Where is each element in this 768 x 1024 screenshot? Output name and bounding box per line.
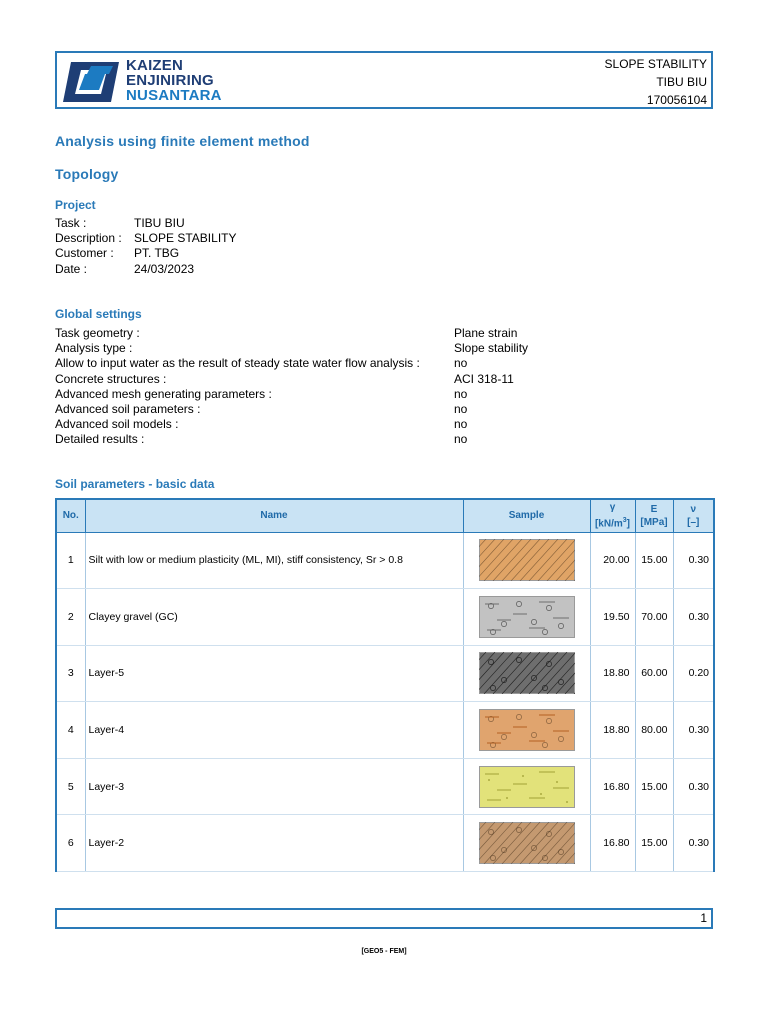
nu-symbol: ν <box>690 503 697 515</box>
program-label: [GEO5 - FEM] <box>361 948 407 955</box>
cell-e: 70.00 <box>635 589 673 646</box>
table-row <box>56 645 714 702</box>
logo-line-2: ENJINIRING <box>126 72 214 89</box>
page-number: 1 <box>700 911 707 925</box>
topology-heading: Topology <box>55 166 119 182</box>
gamma-unit <box>591 514 635 530</box>
cell-nu: 0.30 <box>673 532 714 589</box>
setting-value: no <box>454 401 468 416</box>
setting-key: Detailed results : <box>55 432 145 447</box>
company-logo <box>61 56 261 108</box>
cell-no: 1 <box>56 532 85 589</box>
project-info <box>55 216 236 277</box>
soil-sample-swatch <box>479 709 575 751</box>
project-value: SLOPE STABILITY <box>134 231 237 246</box>
col-header-gamma <box>590 499 635 532</box>
project-key: Description : <box>55 231 122 246</box>
col-header-e <box>635 499 673 532</box>
cell-gamma: 18.80 <box>590 645 635 702</box>
cell-nu: 0.30 <box>673 702 714 759</box>
col-header-no: No. <box>56 499 85 532</box>
soil-sample-swatch <box>479 766 575 808</box>
cell-nu: 0.30 <box>673 815 714 872</box>
cell-gamma: 19.50 <box>590 589 635 646</box>
cell-e: 15.00 <box>635 532 673 589</box>
project-heading: Project <box>55 198 96 212</box>
gamma-symbol: γ <box>609 502 616 514</box>
report-header <box>55 51 713 109</box>
soil-parameters-heading: Soil parameters - basic data <box>55 477 215 491</box>
cell-e: 15.00 <box>635 815 673 872</box>
soil-sample-swatch <box>479 652 575 694</box>
cell-name: Layer-4 <box>85 702 463 759</box>
setting-row <box>55 387 528 402</box>
cell-gamma: 20.00 <box>590 532 635 589</box>
cell-no: 5 <box>56 758 85 815</box>
setting-key: Advanced soil parameters : <box>55 401 201 416</box>
col-header-sample: Sample <box>463 499 590 532</box>
cell-e: 80.00 <box>635 702 673 759</box>
setting-key: Concrete structures : <box>55 371 167 386</box>
soil-parameters-table <box>55 498 715 872</box>
table-row <box>56 702 714 759</box>
setting-key: Analysis type : <box>55 341 133 356</box>
project-row <box>55 216 236 231</box>
e-symbol: E <box>650 503 658 515</box>
project-value: PT. TBG <box>134 246 180 261</box>
setting-value: no <box>454 386 468 401</box>
header-report-name: SLOPE STABILITY <box>604 57 707 71</box>
cell-nu: 0.20 <box>673 645 714 702</box>
cell-no: 2 <box>56 589 85 646</box>
soil-sample-swatch <box>479 596 575 638</box>
project-key: Date : <box>55 261 88 276</box>
setting-key: Advanced soil models : <box>55 417 179 432</box>
header-info <box>605 55 707 109</box>
cell-gamma: 18.80 <box>590 702 635 759</box>
setting-value: ACI 318-11 <box>454 371 514 386</box>
setting-value: Slope stability <box>454 341 529 356</box>
cell-nu: 0.30 <box>673 758 714 815</box>
project-value: TIBU BIU <box>134 216 185 230</box>
setting-row <box>55 372 528 387</box>
setting-value: Plane strain <box>454 326 518 340</box>
setting-row <box>55 432 528 447</box>
soil-sample-swatch <box>479 539 575 581</box>
cell-name: Layer-2 <box>85 815 463 872</box>
gamma-unit-sup: 3 <box>622 517 627 525</box>
cell-sample <box>463 758 590 815</box>
nu-unit: [–] <box>687 516 700 528</box>
gamma-unit-end: ] <box>626 518 631 530</box>
cell-name: Layer-3 <box>85 758 463 815</box>
cell-no: 3 <box>56 645 85 702</box>
cell-no: 4 <box>56 702 85 759</box>
cell-sample <box>463 645 590 702</box>
logo-line-1: KAIZEN <box>126 57 184 74</box>
cell-e: 60.00 <box>635 645 673 702</box>
cell-name: Clayey gravel (GC) <box>85 589 463 646</box>
table-header-row <box>56 499 714 532</box>
project-value: 24/03/2023 <box>134 261 195 276</box>
project-key: Customer : <box>55 246 114 261</box>
setting-value: no <box>454 432 468 447</box>
setting-row <box>55 417 528 432</box>
setting-row <box>55 402 528 417</box>
cell-nu: 0.30 <box>673 589 714 646</box>
project-row <box>55 246 236 261</box>
setting-row <box>55 341 528 356</box>
setting-key: Task geometry : <box>55 326 140 340</box>
logo-mark-icon <box>61 56 121 108</box>
col-header-name: Name <box>85 499 463 532</box>
col-header-nu <box>673 499 714 532</box>
header-task-name: TIBU BIU <box>656 75 707 89</box>
page-footer <box>55 908 713 929</box>
setting-row <box>55 356 528 371</box>
global-settings-heading: Global settings <box>55 307 142 321</box>
project-row <box>55 231 236 246</box>
cell-sample <box>463 589 590 646</box>
header-project-number: 170056104 <box>646 93 707 107</box>
cell-gamma: 16.80 <box>590 815 635 872</box>
setting-key: Advanced mesh generating parameters : <box>55 386 272 401</box>
cell-sample <box>463 532 590 589</box>
cell-no: 6 <box>56 815 85 872</box>
table-row <box>56 532 714 589</box>
cell-sample <box>463 815 590 872</box>
setting-row <box>55 326 528 341</box>
cell-name: Layer-5 <box>85 645 463 702</box>
setting-value: no <box>454 356 468 371</box>
cell-gamma: 16.80 <box>590 758 635 815</box>
project-key: Task : <box>55 216 87 230</box>
table-row <box>56 589 714 646</box>
project-row <box>55 262 236 277</box>
cell-sample <box>463 702 590 759</box>
table-row <box>56 758 714 815</box>
global-settings-info <box>55 326 528 448</box>
e-unit: [MPa] <box>640 516 668 528</box>
logo-line-3: NUSANTARA <box>126 87 222 104</box>
page-title: Analysis using finite element method <box>55 133 310 149</box>
cell-e: 15.00 <box>635 758 673 815</box>
setting-key: Allow to input water as the result of steady state water flow analysis : <box>55 356 420 371</box>
gamma-unit-text: [kN/m <box>594 518 623 530</box>
logo-text <box>126 58 222 103</box>
cell-name: Silt with low or medium plasticity (ML, MI), stiff consistency, Sr > 0.8 <box>85 532 463 589</box>
soil-sample-swatch <box>479 822 575 864</box>
table-row <box>56 815 714 872</box>
setting-value: no <box>454 417 468 432</box>
